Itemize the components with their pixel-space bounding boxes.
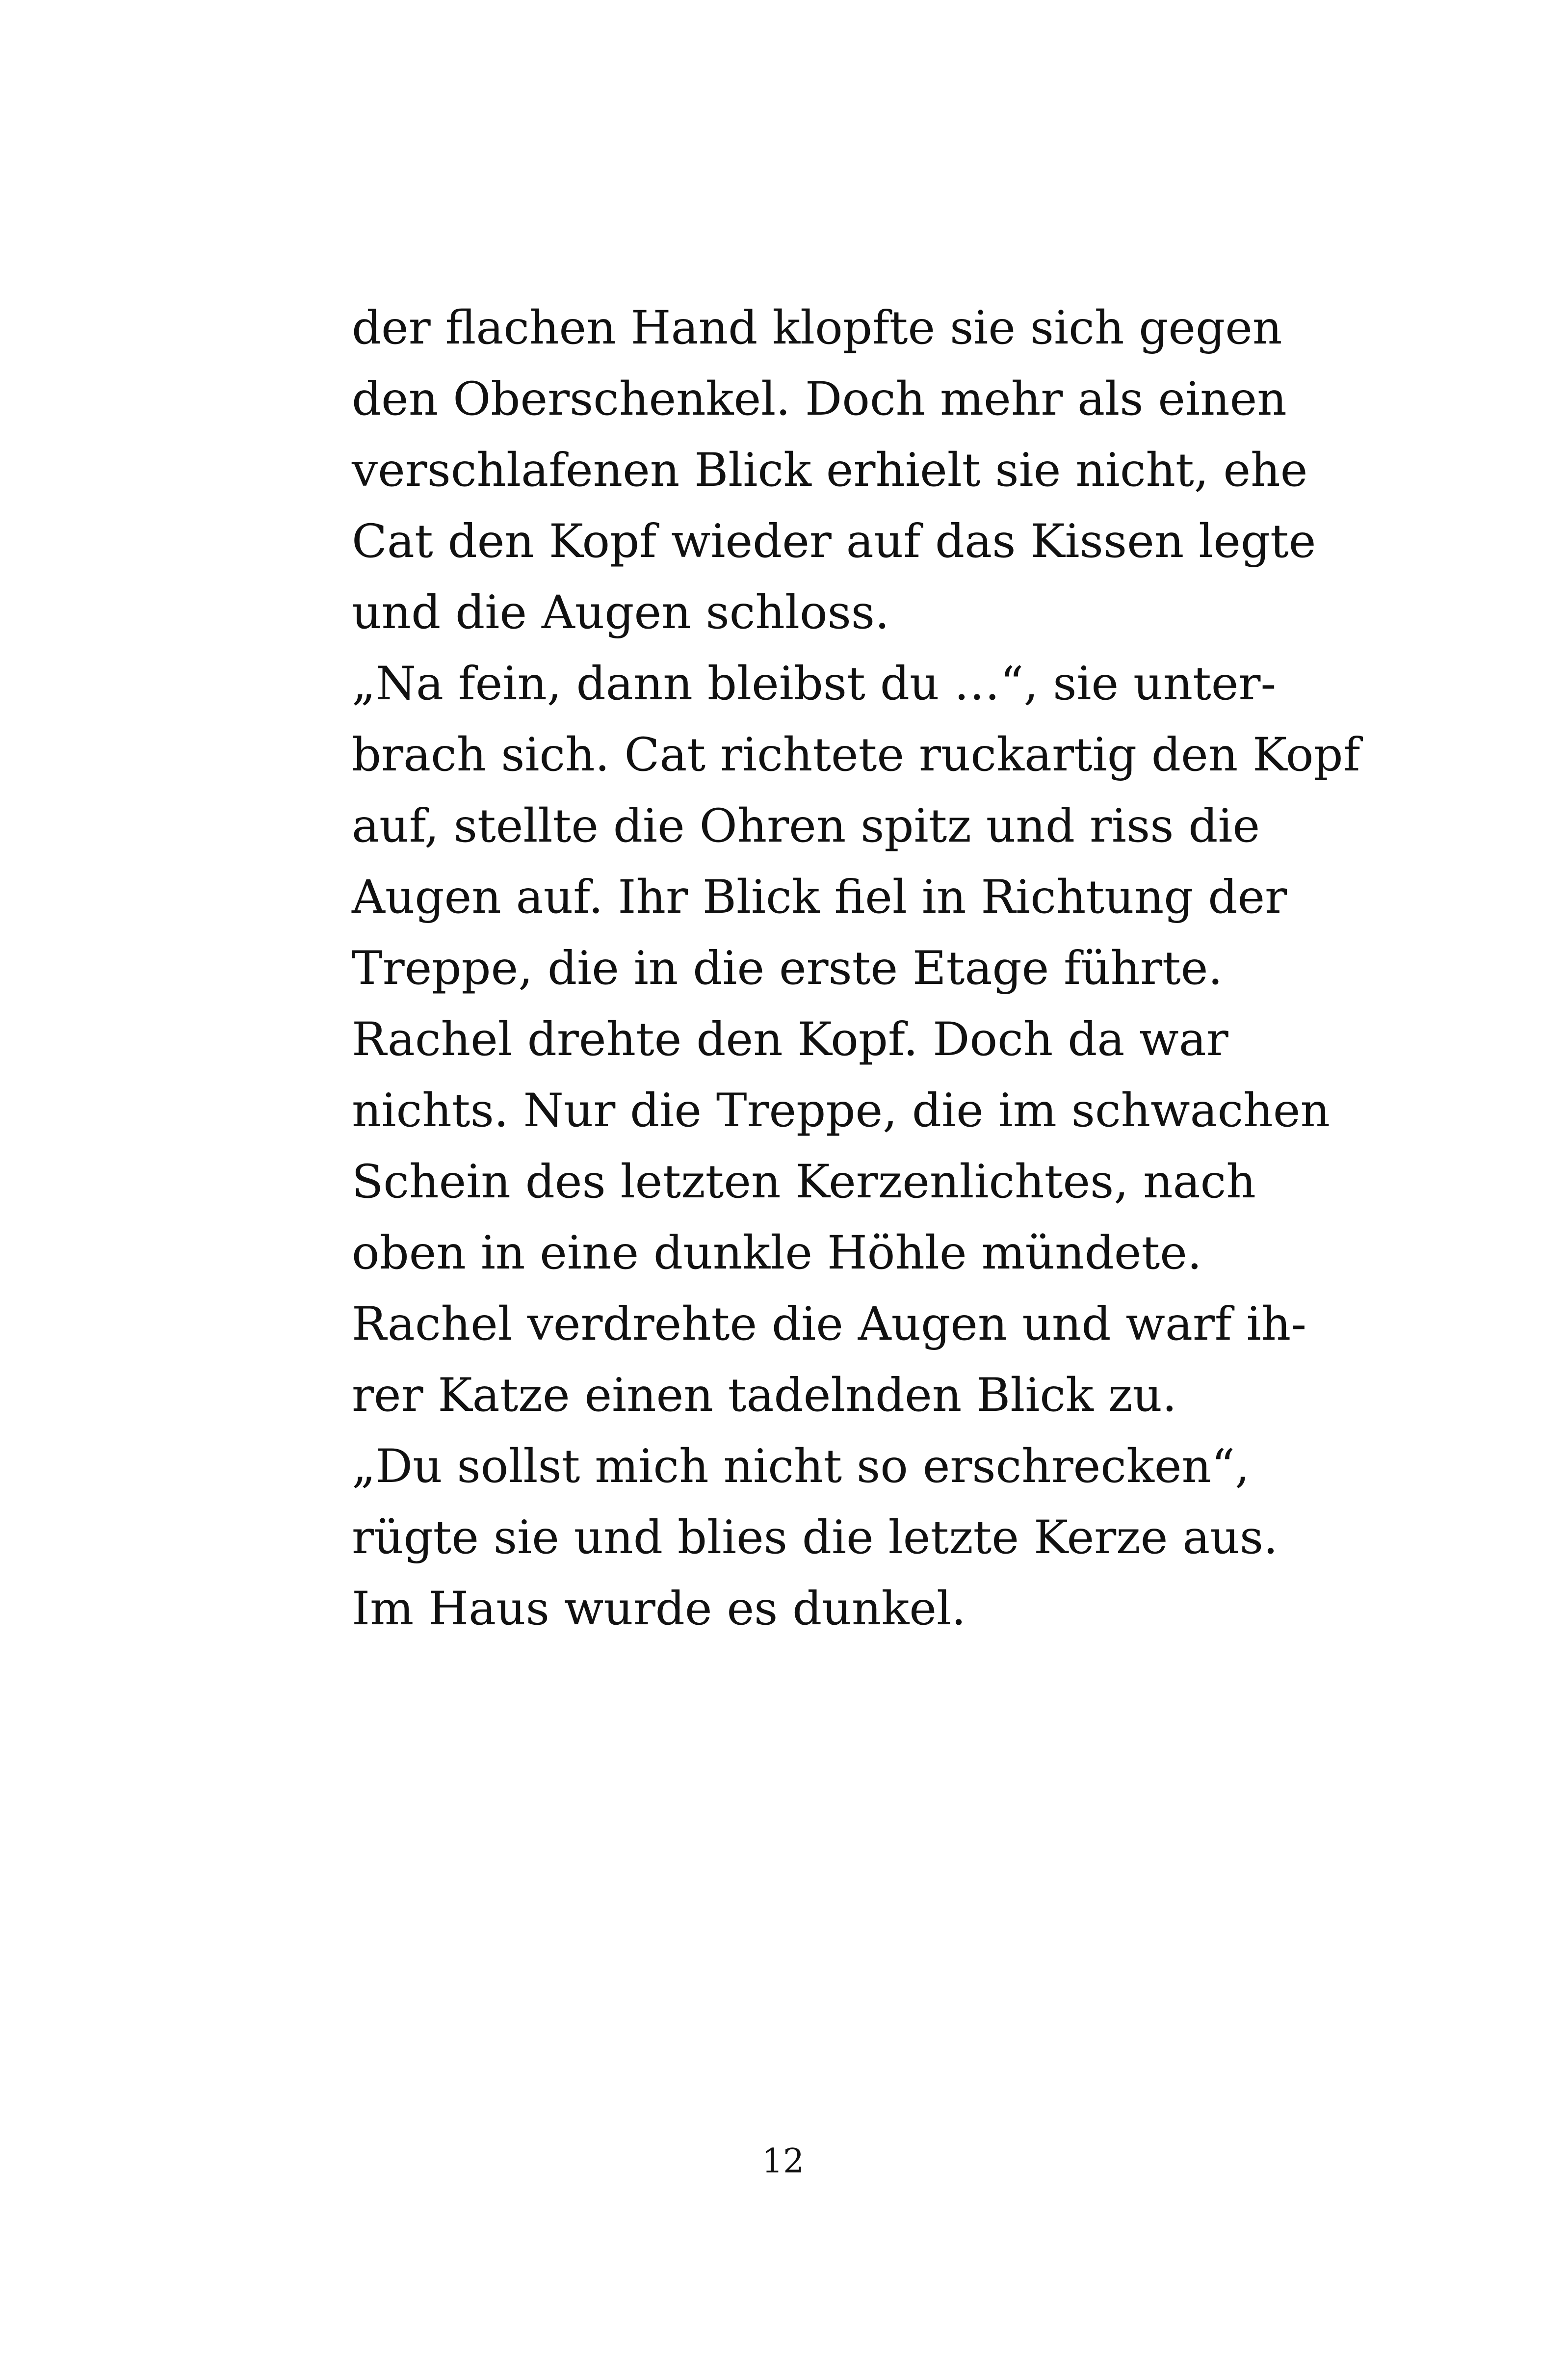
text-line: brach sich. Cat richtete ruckartig den Kopf	[352, 728, 1360, 782]
text-line: rügte sie und blies die letzte Kerze aus.	[352, 1511, 1278, 1564]
text-line: der flachen Hand klopfte sie sich gegen	[352, 301, 1282, 355]
text-line: Augen auf. Ihr Blick fiel in Richtung der	[352, 871, 1287, 924]
text-line: Treppe, die in die erste Etage führte.	[352, 942, 1223, 995]
text-line: Im Haus wurde es dunkel.	[352, 1582, 966, 1636]
text-line: Rachel drehte den Kopf. Doch da war	[352, 1013, 1228, 1066]
text-line: auf, stellte die Ohren spitz und riss die	[352, 799, 1260, 853]
text-line: rer Katze einen tadelnden Blick zu.	[352, 1369, 1177, 1422]
text-line: „Na fein, dann bleibst du …“, sie unter-	[352, 657, 1277, 711]
page-number: 12	[761, 2142, 805, 2181]
text-line: nichts. Nur die Treppe, die im schwachen	[352, 1084, 1331, 1137]
text-line: den Oberschenkel. Doch mehr als einen	[352, 372, 1287, 426]
body-text	[352, 292, 1360, 1644]
text-line: Cat den Kopf wieder auf das Kissen legte	[352, 515, 1316, 568]
text-line: verschlafenen Blick erhielt sie nicht, ehe	[352, 444, 1308, 497]
text-line: oben in eine dunkle Höhle mündete.	[352, 1226, 1202, 1280]
text-line: Rachel verdrehte die Augen und warf ih-	[352, 1297, 1306, 1351]
text-line: Schein des letzten Kerzenlichtes, nach	[352, 1155, 1256, 1209]
text-line: „Du sollst mich nicht so erschrecken“,	[352, 1440, 1250, 1493]
text-line: und die Augen schloss.	[352, 586, 889, 639]
